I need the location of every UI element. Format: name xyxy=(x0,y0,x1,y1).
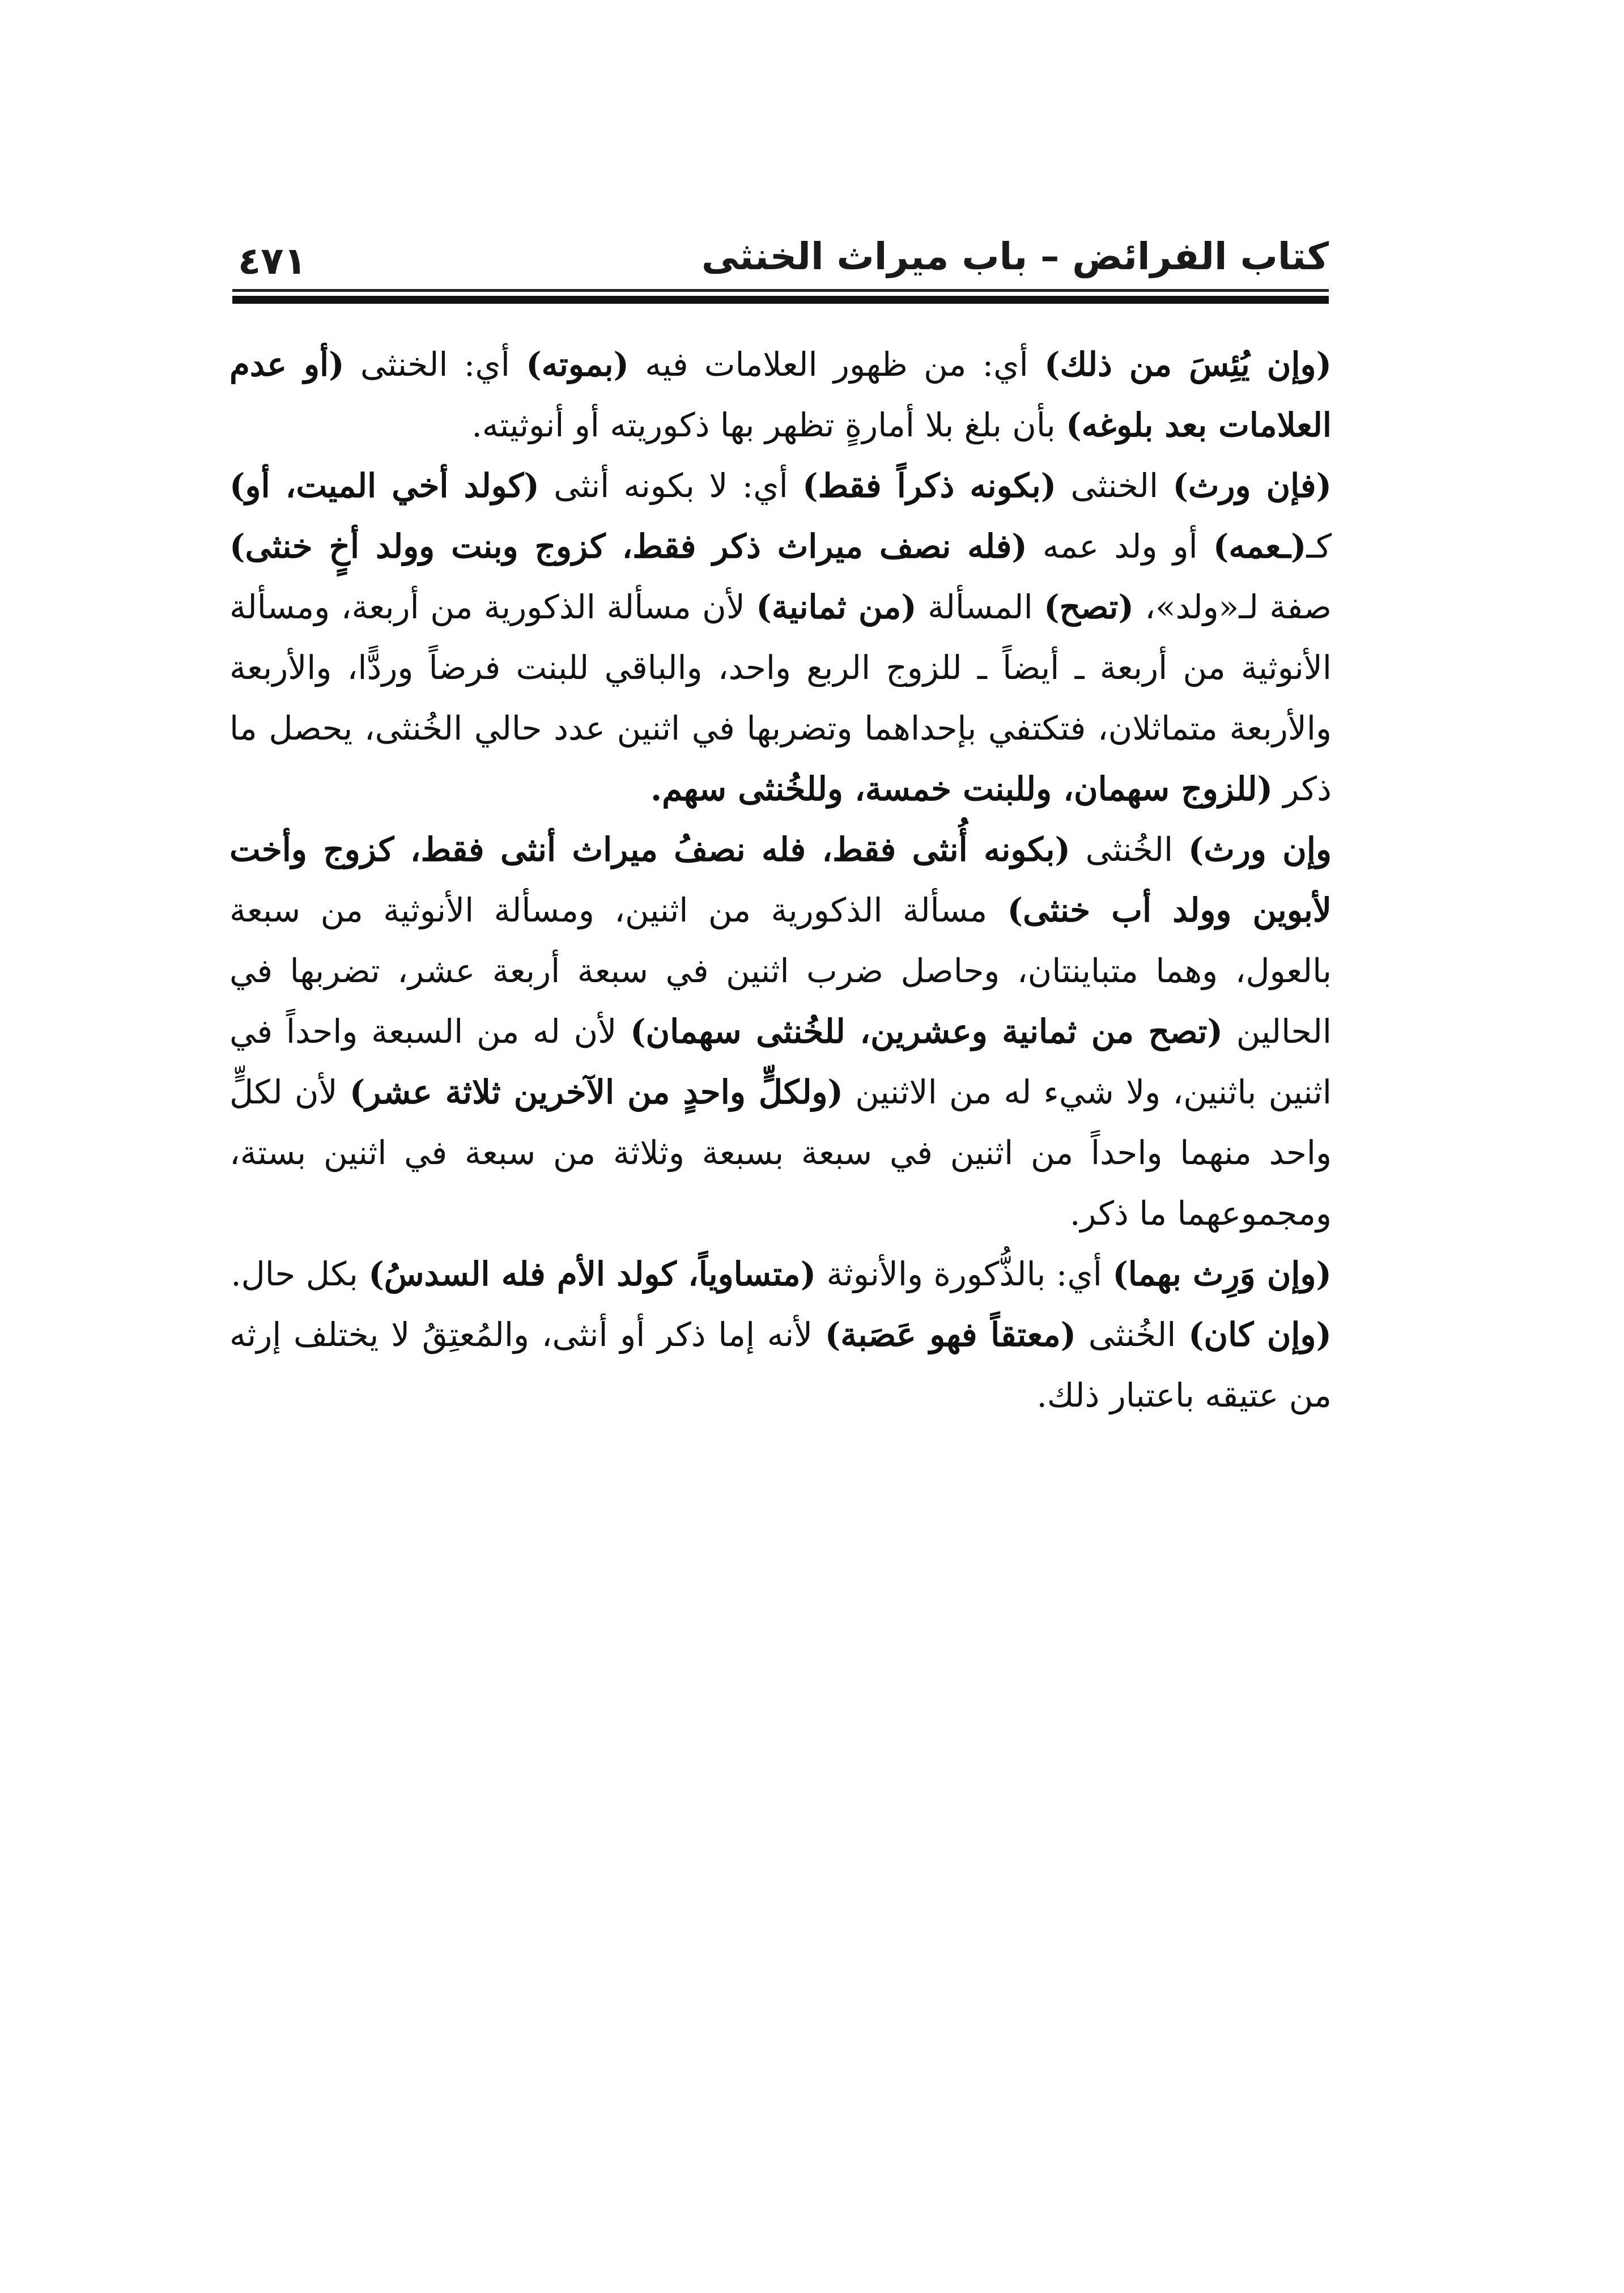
header-rule-thick xyxy=(232,296,1329,304)
sharh-text: بأن بلغ بلا أمارةٍ تظهر بها ذكوريته أو أنوثيته. xyxy=(471,406,1066,444)
sharh-text: لأن مسألة الذكورية من أربعة، ومسألة الأنوثية من أربعة ـ أيضاً ـ للزوج الربع واحد، والباقي للبنت فرضاً وردًّا، والأربعة والأربعة متماثلان، فتكتفي بإحداهما وتضربها في اثنين عدد حالي الخُنثى، يحصل ما ذكر xyxy=(229,588,1332,808)
matn-text: (وإن وَرِث بهما) xyxy=(1112,1255,1332,1293)
sharh-text: صفة لـ«ولد»، xyxy=(1133,588,1332,626)
sharh-text: الخنثى xyxy=(1056,466,1173,505)
matn-text: (متساوياً، كولد الأم فله السدسُ) xyxy=(368,1255,817,1293)
header-rule-thin xyxy=(232,289,1329,292)
matn-text: (معتقاً فهو عَصَبة) xyxy=(824,1315,1077,1354)
sharh-text: الخُنثى xyxy=(1070,830,1188,869)
matn-text: (فله نصف ميراث ذكر فقط، كزوج وبنت وولد أخٍ خنثى) xyxy=(229,527,1027,566)
matn-text: (بكونه ذكراً فقط) xyxy=(802,466,1057,505)
paragraph xyxy=(229,334,1332,456)
matn-text: (أو عدم العلامات بعد بلوغه) xyxy=(229,345,1332,444)
sharh-text: لأنه إما ذكر أو أنثى، والمُعتِقُ لا يختلف إرثه من عتيقه باعتبار ذلك. xyxy=(229,1315,1332,1415)
matn-text: (تصح) xyxy=(1044,588,1134,626)
matn-text: (بموته) xyxy=(526,345,629,384)
sharh-text: مسألة الذكورية من اثنين، ومسألة الأنوثية من سبعة بالعول، وهما متباينتان، وحاصل ضرب اثنين في سبعة أربعة عشر، تضربها في الحالين xyxy=(229,891,1332,1051)
matn-text: (وإن يُئِسَ من ذلك) xyxy=(1044,345,1332,384)
matn-text: (للزوج سهمان، وللبنت خمسة، وللخُنثى سهم. xyxy=(650,770,1273,808)
matn-text: (ولكلٍّ واحدٍ من الآخرين ثلاثة عشر) xyxy=(349,1073,843,1111)
matn-text: (فإن ورث) xyxy=(1172,466,1332,505)
matn-text: (كولد أخي الميت، أو) xyxy=(229,466,539,505)
sharh-text: المسألة xyxy=(916,588,1044,626)
paragraph xyxy=(229,1244,1332,1305)
matn-text: (ـعمه) xyxy=(1213,527,1307,566)
page-number: ٤٧١ xyxy=(238,239,307,283)
sharh-text: أي: من ظهور العلامات فيه xyxy=(628,345,1045,384)
matn-text: (تصح من ثمانية وعشرين، للخُنثى سهمان) xyxy=(630,1012,1223,1051)
sharh-text: أي: بالذُّكورة والأنوثة xyxy=(816,1255,1113,1293)
matn-text: (بكونه أُنثى فقط، فله نصفُ ميراث أنثى فقط، كزوج وأخت لأبوين وولد أب خنثى) xyxy=(229,830,1332,929)
sharh-text: أي: لا بكونه أنثى xyxy=(539,466,803,505)
page-header xyxy=(232,227,1329,300)
matn-text: (من ثمانية) xyxy=(756,588,917,626)
sharh-text: لأن لكلٍّ واحد منهما واحداً من اثنين في سبعة بسبعة وثلاثة من سبعة في اثنين بستة، ومجموعهما ما ذكر. xyxy=(229,1073,1332,1233)
sharh-text: كـ xyxy=(1306,527,1332,566)
paragraph xyxy=(229,1305,1332,1426)
matn-text: وإن ورث) xyxy=(1188,830,1332,869)
matn-text: (وإن كان) xyxy=(1188,1315,1332,1354)
running-title: كتاب الفرائض – باب ميراث الخنثى xyxy=(701,235,1329,278)
paragraph xyxy=(229,819,1332,1244)
body-text xyxy=(229,334,1332,1426)
sharh-text: لأن له من السبعة واحداً في اثنين باثنين، ولا شيء له من الاثنين xyxy=(229,1012,1332,1111)
sharh-text: بكل حال. xyxy=(231,1255,369,1293)
sharh-text: أو ولد عمه xyxy=(1027,527,1213,566)
sharh-text: الخُنثى xyxy=(1076,1315,1189,1354)
paragraph xyxy=(229,456,1332,819)
sharh-text: أي: الخنثى xyxy=(344,345,526,384)
